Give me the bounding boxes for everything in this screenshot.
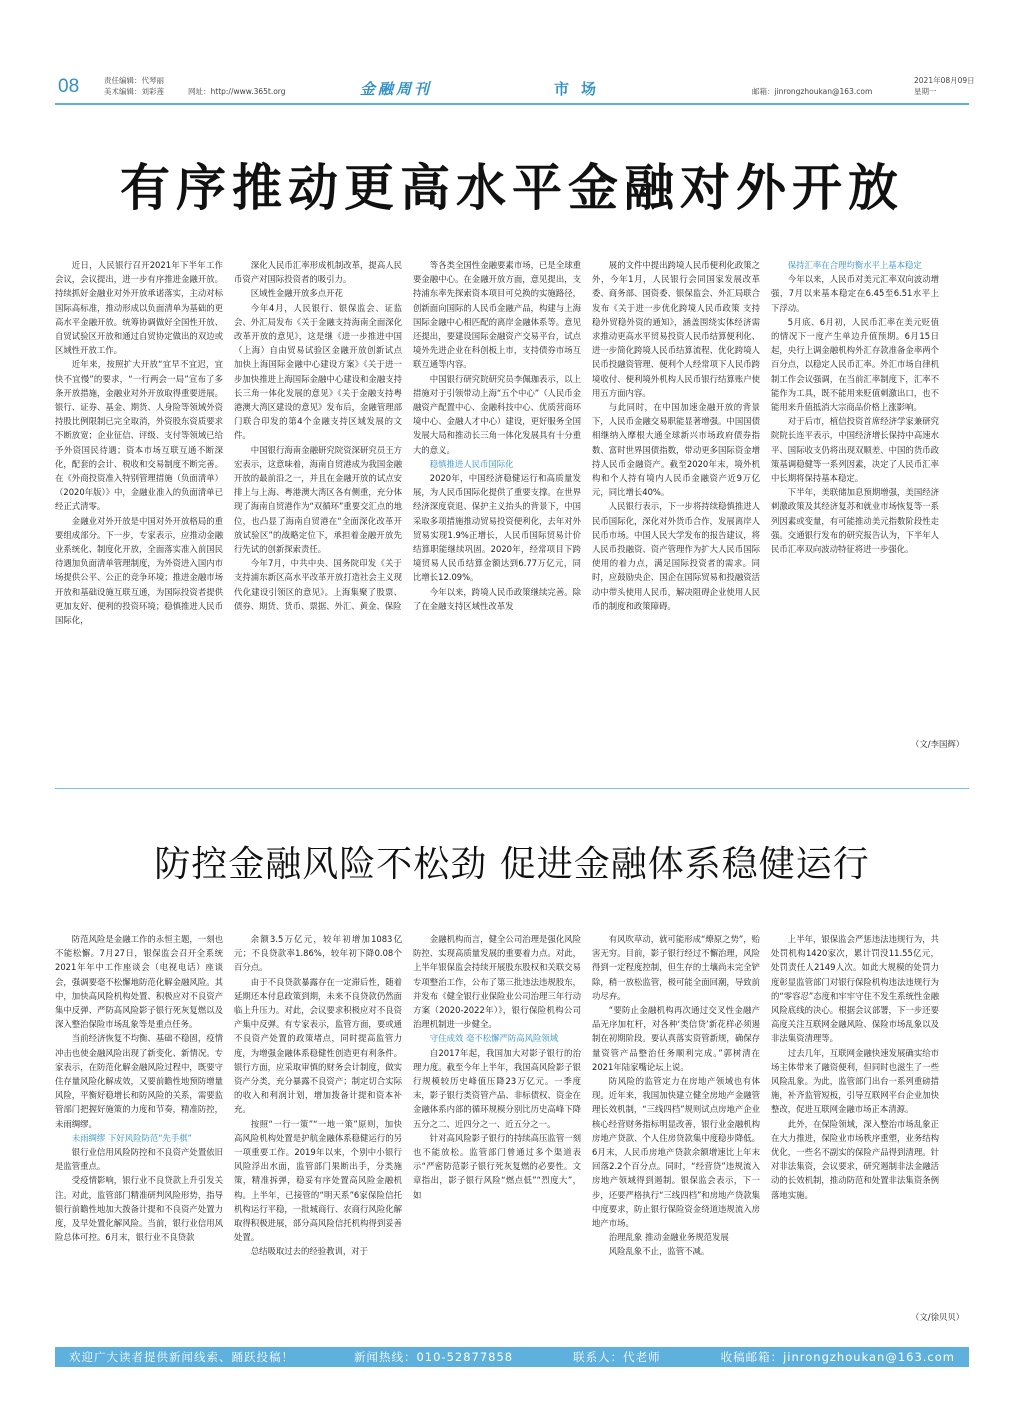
paragraph: 上半年，银保监会严惩违法违规行为，共处罚机构1420家次，累计罚没11.55亿元，处罚责任人2149人次。如此大规模的处罚力度彰显监管部门对银行保险机构违法违规行为的“零容忍”态度和牢牢守住不发生系统性金融风险底线的决心。根据会议部署，下一步还要高度关注互联网金融风险、保险市场乱象以及非法集资清理等。: [771, 934, 939, 1044]
paragraph: 中国银行海南金融研究院资深研究员王方宏表示，这意味着，海南自贸港成为我国金融开放的最前沿之一，并且在金融开放的试点安排上与上海、粤港澳大湾区各有侧重，充分体现了海南自贸港作为“双循环”重要交汇点的地位，也凸显了海南自贸港在“全面深化改革开放试验区”的战略定位下，承担着金融开放先行先试的创新探索责任。: [234, 444, 402, 555]
footer-hotline: 新闻热线：010-52877858: [353, 1350, 514, 1364]
paragraph: 今年以来，人民币对美元汇率双向波动增强，7月以来基本稳定在6.45至6.51水平上下浮动。: [771, 274, 939, 313]
article2-column: [592, 932, 760, 1332]
paragraph: 按照“一行一策”“一地一策”原则，加快高风险机构处置是护航金融体系稳健运行的另一项重要工作。2019年以来，个别中小银行风险浮出水面，监管部门果断出手，分类施策，精准拆弹，稳妥有序处置高风险金融机构。上半年，已接管的“明天系”6家保险信托机构运行平稳，一批城商行、农商行风险化解取得积极进展，部分高风险信托机构得到妥善处置。: [234, 1118, 402, 1243]
article2-column: [234, 932, 402, 1332]
page-header: [40, 74, 984, 104]
issue-date: 2021年08月09日: [914, 76, 975, 85]
article-divider: [55, 788, 969, 789]
brand-logo: 金融周刊: [360, 80, 433, 98]
paragraph: 今年7月，中共中央、国务院印发《关于支持浦东新区高水平改革开放打造社会主义现代化建设引领区的意见》。上海集聚了股票、债券、期货、货币、票据、外汇、黄金、保险: [234, 558, 402, 611]
article2-column: [413, 932, 581, 1332]
paragraph: 防范风险是金融工作的永恒主题，一刻也不能松懈。7月27日，银保监会召开全系统2021年年中工作座谈会（电视电话）座谈会，强调要毫不松懈地防范化解金融风险。其中，加快高风险机构处置、积极应对不良资产集中反弹、严防高风险影子银行死灰复燃以及深入整治保险市场乱象等是重点任务。: [55, 934, 223, 1030]
paragraph: 等各类全国性金融要素市场，已是全球重要金融中心。在金融开放方面，意见提出，支持浦东率先探索资本项目可兑换的实施路径，创新面向国际的人民币金融产品，构建与上海国际金融中心相匹配的离岸金融体系等。意见还提出，要建设国际金融资产交易平台，试点境外先进企业在科创板上市，支持债券市场互联互通等内容。: [413, 260, 581, 370]
paragraph: 过去几年，互联网金融快速发展确实给市场主体带来了融资便利，但同时也滋生了一些风险乱象。为此，监管部门出台一系列重磅措施，补齐监管短板，引导互联网平台企业加快整改，促进互联网金融市场正本清源。: [771, 1047, 939, 1115]
footer-banner: [55, 1347, 969, 1367]
article2-body: [55, 932, 939, 1332]
editor-credits: [104, 75, 164, 97]
article1-column: [55, 258, 223, 758]
paragraph: 与此同时，在中国加速金融开放的背景下，人民币金融交易职能显著增强。中国国债相继纳入摩根大通全球新兴市场政府债券指数、富时世界国债指数，带动更多国际资金增持人民币金融资产。截至2020年末，境外机构和个人持有境内人民币金融资产近9万亿元，同比增长40%。: [592, 402, 760, 498]
paragraph: “要防止金融机构再次通过交叉性金融产品无序加杠杆，对各种‘类信贷’新花样必须遏制在初期阶段。要认真落实资管新规，确保存量资管产品整治任务顺利完成。”郭树清在2021年陆家嘴论坛上说。: [592, 1005, 760, 1072]
paragraph: 此外，在保险领域，深入整治市场乱象正在大力推进，保险业市场秩序重塑，业务结构优化，一些名不副实的保险产品得到清理。针对非法集资，会议要求，研究遏制非法金融活动的长效机制，推动防范和处置非法集资条例落地实施。: [771, 1118, 939, 1200]
paragraph: 治理乱象 推动金融业务规范发展: [608, 1232, 729, 1243]
paragraph: 余额3.5万亿元，较年初增加1083亿元；不良贷款率1.86%，较年初下降0.08个百分点。: [234, 934, 402, 973]
footer-contact: 联系人：代老师: [573, 1350, 661, 1364]
paragraph: 金融机构而言，健全公司治理是强化风险防控、实现高质量发展的重要着力点。对此，上半年银保监会持续开展股东股权和关联交易专项整治工作，公布了第三批违法违规股东，并发布《健全银行业保险业公司治理三年行动方案（2020-2022年）》，银行保险机构公司治理机制进一步健全。: [413, 934, 581, 1030]
paragraph: 人民银行表示，下一步将持续稳慎推进人民币国际化，深化对外货币合作，发展离岸人民币市场。中国人民大学发布的报告建议，将人民币投融资、资产管理作为扩大人民币国际使用的着力点，满足国际投资者的需求。同时，应鼓励央企、国企在国际贸易和投融资活动中带头使用人民币，解决阻碍企业使用人民币的制度和政策障碍。: [592, 501, 760, 611]
subheading: 稳慎推进人民币国际化: [429, 458, 514, 469]
article1-byline: （文/李国辉）: [911, 739, 965, 749]
header-email[interactable]: 邮箱：jinrongzhoukan@163.com: [752, 87, 873, 96]
paragraph: 今年以来，跨境人民币政策继续完善。除了在金融支持区域性改革发: [413, 586, 581, 611]
paragraph: 金融业对外开放是中国对外开放格局的重要组成部分。下一步，专家表示，应推动金融业系统化、制度化开放，全面落实准入前国民待遇加负面清单管理制度，为外资进入国内市场提供公平、公正的竞争环境；推进金融市场开放和基础设施互联互通，为国际投资者提供更加友好、便利的投资环境；稳慎推进人民币国际化，: [55, 515, 223, 626]
paragraph: 对于后市，植信投资首席经济学家兼研究院院长连平表示，中国经济增长保持中高速水平、国际收支仍将出现双顺差、中国的货币政策基调稳健等一系列因素，决定了人民币汇率中长期将保持基本稳定。: [771, 416, 939, 484]
paragraph: 5月底、6月初，人民币汇率在美元贬值的情况下一度产生单边升值预期。6月15日起，央行上调金融机构外汇存款准备金率两个百分点，以稳定人民币汇率。外汇市场自律机制工作会议强调，在当前汇率制度下，汇率不能作为工具，既不能用来贬值刺激出口，也不能用来升值抵消大宗商品价格上涨影响。: [771, 316, 939, 413]
paragraph: 中国银行研究院研究员李佩珈表示，以上措施对于引领带动上海“五个中心”（人民币金融资产配置中心、金融科技中心、优质营商环境中心、金融人才中心）建设，更好服务全国发展大局和推动长三角一体化发展具有十分重大的意义。: [413, 373, 581, 455]
article2-headline: 防控金融风险不松劲 促进金融体系稳健运行: [154, 844, 870, 885]
paragraph: 受疫情影响，银行业不良贷款上升引发关注。对此，监管部门精准研判风险形势，指导银行前瞻性地加大拨备计提和不良资产处置力度，及早处置化解风险。当前，银行业信用风险总体可控。6月末，银行业不良贷款: [55, 1175, 223, 1243]
subheading: 保持汇率在合理均衡水平上基本稳定: [787, 260, 922, 270]
paragraph: 今年4月，人民银行、银保监会、证监会、外汇局发布《关于金融支持海南全面深化改革开放的意见》，这是继《进一步推进中国（上海）自由贸易试验区金融开放创新试点 加快上海国际金融中心建设方案》《关于进一步加快推进上海国际金融中心建设和金融支持长三角一体化发展的意见》《关于金融支持粤港澳大湾区建设的意见》发布后，金融管理部门联合印发的第4个金融支持区域发展的文件。: [234, 302, 402, 441]
article1-column: [413, 258, 581, 758]
article2-byline: （文/徐贝贝）: [911, 1312, 965, 1322]
article1-body: [55, 258, 939, 758]
header-rule: [55, 103, 969, 105]
subheading: 未雨绸缪 下好风险防范“先手棋”: [71, 1132, 193, 1143]
subheading: 守住成效 毫不松懈严防高风险领域: [429, 1033, 559, 1044]
article2-column: [771, 932, 939, 1332]
paragraph: 有风吹草动，就可能形成“燎原之势”，贻害无穷。目前，影子银行经过不懈治理，风险得到一定程度控制，但生存的土壤尚未完全铲除，稍一放松监管，极可能全面回潮，导致前功尽弃。: [592, 934, 760, 1001]
paragraph: 区域性金融开放多点开花: [250, 288, 343, 299]
article2-column: [55, 932, 223, 1332]
website-link[interactable]: 网址：http://www.365t.org: [188, 87, 286, 96]
paragraph: 展的文件中提出跨境人民币便利化政策之外，今年1月，人民银行会同国家发展改革委、商务部、国资委、银保监会、外汇局联合发布《关于进一步优化跨境人民币政策 支持稳外贸稳外资的通知》，涵盖围绕实体经济需求推动更高水平贸易投资人民币结算便利化、进一步简化跨境人民币结算流程、优化跨境人民币投融资管理、便利个人经常项下人民币跨境收付、便利境外机构人民币银行结算账户使用五方面内容。: [592, 260, 760, 398]
footer-slogan: 欢迎广大读者提供新闻线索、踊跃投稿！: [69, 1350, 294, 1364]
art-editor-line: 美术编辑：刘彩莲: [104, 87, 164, 96]
paragraph: 由于不良贷款暴露存在一定滞后性，随着延期还本付息政策到期，未来不良贷款仍然面临上升压力。对此，会议要求积极应对不良资产集中反弹。有专家表示，监管方面，要或通不良资产处置的政策堵点，同时提高监管力度，为增强金融体系稳健性创造更有利条件。银行方面，应采取审慎的财务会计制度，做实资产分类，充分暴露不良资产；制定切合实际的收入和利润计划，增加拨备计提和资本补充。: [234, 976, 402, 1115]
paragraph: 深化人民币汇率形成机制改革，提高人民币资产对国际投资者的吸引力。: [234, 260, 402, 285]
section-title: 市场: [554, 80, 609, 98]
page-number: 08: [58, 76, 80, 97]
paragraph: 2020年，中国经济稳健运行和高质量发展，为人民币国际化提供了重要支撑。在世界经济深度衰退、保护主义抬头的背景下，中国采取多项措施推动贸易投资便利化，去年对外贸易实现1.9%正增长，人民币国际贸易计价结算职能继续巩固。2020年，经常项目下跨境贸易人民币结算金额达到6.77万亿元，同比增长12.09%。: [413, 473, 581, 583]
paragraph: 银行业信用风险防控和不良资产处置依旧是监管重点。: [55, 1147, 223, 1172]
article1-column: [234, 258, 402, 758]
paragraph: 下半年，美联储加息预期增强，美国经济刺激政策及其经济复苏和就业市场恢复等一系列因素或变量，有可能推动美元指数阶段性走强。交通银行发布的研究报告认为，下半年人民币汇率双向波动特征将进一步强化。: [771, 487, 939, 555]
paragraph: 当前经济恢复不均衡、基础不稳固，疫情冲击也使金融风险出现了新变化、新情况。专家表示，在防范化解金融风险过程中，既要守住存量风险化解成效，又要前瞻性地预防增量风险，平衡好稳增长和防风险的关系，需要监管部门把握好施策的力度和节奏，精准防控，未雨绸缪。: [55, 1033, 223, 1129]
paragraph: 防风险的监管定力在房地产领域也有体现。近年来，我国加快建立健全房地产金融管理长效机制，“三线四档”规则试点房地产企业核心经营财务指标明显改善，银行业金融机构房地产贷款、个人住房贷款集中度稳步降低。6月末，人民币房地产贷款余额增速比上年末回落2.2个百分点。同时，“经营贷”违规流入房地产领域得到遏制。银保监会表示，下一步，还要严格执行“三线四档”和房地产贷款集中度要求，防止银行保险资金绕道违规流入房地产市场。: [592, 1076, 760, 1229]
paragraph: 近年来，按照扩大开放“宜早不宜迟，宜快不宜慢”的要求，“一行两会一局”宣布了多条开放措施，金融业对外开放取得重要进展。银行、证券、基金、期货、人身险等领域外资持股比例限制已完全取消，外资股东资质要求不断放宽；企业征信、评级、支付等领域已给予外资国民待遇；资本市场互联互通不断深化，配套的会计、税收和交易制度不断完善。在《外商投资准入特别管理措施（负面清单）（2020年版）》中，金融业准入的负面清单已经正式清零。: [55, 359, 223, 512]
article1-column: [592, 258, 760, 758]
issue-weekday: 星期一: [914, 87, 937, 96]
issue-date-block: [914, 75, 984, 97]
paragraph: 近日，人民银行召开2021年下半年工作会议，会议提出，进一步有序推进金融开放。持续抓好金融业对外开放承诺落实，主动对标国际高标准，推动形成以负面清单为基础的更高水平金融开放。统筹协调做好全国性开放、自贸试验区开放和通过自贸协定做出的双边或区域性开放工作。: [55, 260, 223, 356]
article1-column: [771, 258, 939, 758]
paragraph: 风险乱象不止，监管不减。: [608, 1246, 710, 1257]
editor-line: 责任编辑：代琴丽: [104, 76, 164, 85]
paragraph: 总结吸取过去的经验教训，对于: [250, 1246, 369, 1257]
article1-headline: 有序推动更高水平金融对外开放: [120, 158, 904, 217]
footer-mailbox[interactable]: 收稿邮箱：jinrongzhoukan@163.com: [720, 1350, 955, 1364]
paragraph: 自2017年起，我国加大对影子银行的治理力度。截至今年上半年，我国高风险影子银行规模较历史峰值压降23万亿元。一季度末，影子银行类资管产品、非标债权、资金在金融体系内部的循环规模分别比历史高峰下降五分之二、近四分之一、近五分之一。: [413, 1047, 581, 1129]
paragraph: 针对高风险影子银行的持续高压监管一刻也不能放松。监管部门曾通过多个渠道表示“严密防范影子银行死灰复燃的必要性。文章指出，影子银行风险“燃点低”“烈度大”，如: [413, 1132, 581, 1200]
